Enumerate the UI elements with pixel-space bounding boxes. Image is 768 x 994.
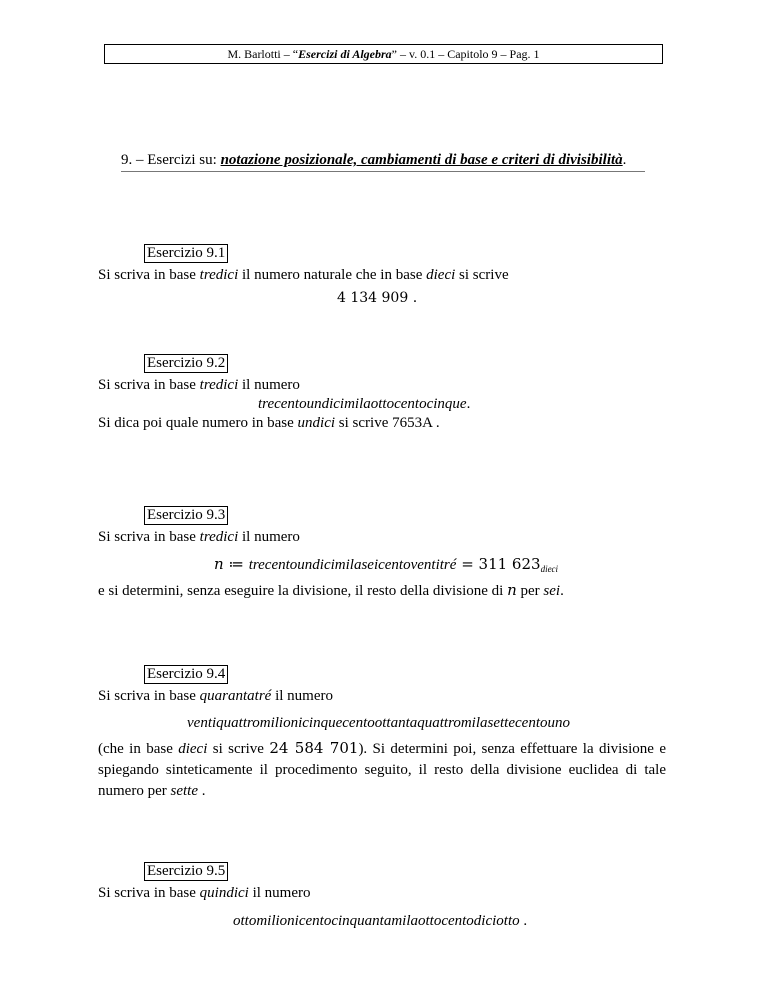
- exercise-label: Esercizio 9.5: [144, 862, 228, 881]
- chapter-topic: notazione posizionale, cambiamenti di base e criteri di divisibilità: [220, 152, 623, 168]
- exercise-formula: ventiquattromilionicinquecentoottantaquattromilasettecentouno: [187, 715, 570, 731]
- exercise-label: Esercizio 9.2: [144, 354, 228, 373]
- exercise-formula: n ≔ trecentoundicimilaseicentoventitré = 311 $623_{dieci}$: [214, 555, 559, 574]
- exercise-text: Si scriva in base tredici il numero: [98, 377, 300, 393]
- exercise-formula: trecentoundicimilaottocentocinque.: [258, 396, 471, 412]
- page-header: M. Barlotti – “Esercizi di Algebra” – v. 0.1 – Capitolo 9 – Pag. 1: [104, 44, 663, 64]
- header-chapter-page: ” – v. 0.1 – Capitolo 9 – Pag. 1: [391, 47, 540, 61]
- exercise-text: Si scriva in base tredici il numero: [98, 529, 300, 545]
- exercise-text: Si scriva in base quindici il numero: [98, 885, 311, 901]
- exercise-paragraph: (che in base dieci si scrive 24 584 701). Si determini poi, senza effettuare la divisione e spiegando sinteticamente il procedimento seguito, il resto della divisione euclidea di tale numero per sette .: [98, 739, 666, 799]
- exercise-formula: 4 134 909 .: [337, 290, 418, 306]
- exercise-text: Si scriva in base quarantatré il numero: [98, 688, 333, 704]
- exercise-label: Esercizio 9.4: [144, 665, 228, 684]
- exercise-text: Si scriva in base tredici il numero naturale che in base dieci si scrive: [98, 267, 509, 283]
- exercise-text: Si dica poi quale numero in base undici si scrive 7653A .: [98, 415, 440, 431]
- exercise-label: Esercizio 9.3: [144, 506, 228, 525]
- chapter-title: 9. – Esercizi su: notazione posizionale, cambiamenti di base e criteri di divisibilità.: [121, 151, 645, 172]
- exercise-text: e si determini, senza eseguire la divisione, il resto della divisione di n per sei.: [98, 581, 564, 599]
- exercise-label: Esercizio 9.1: [144, 244, 228, 263]
- header-book-title: Esercizi di Algebra: [298, 47, 392, 61]
- header-author: M. Barlotti: [227, 47, 281, 61]
- exercise-formula: ottomilionicentocinquantamilaottocentodiciotto .: [233, 913, 528, 929]
